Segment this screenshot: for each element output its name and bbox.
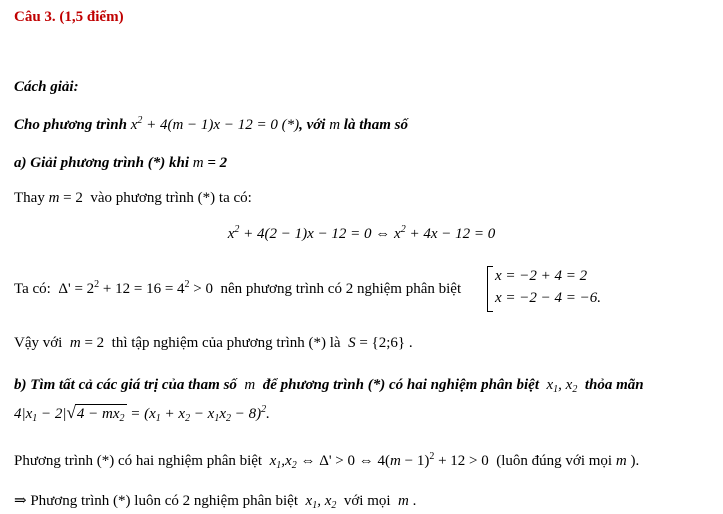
- part-a-label: a) Giải phương trình (*) khi m = 2: [14, 155, 228, 171]
- part-a-expanded-equation: $x^2 + 4(2 - 1)x - 12 = 0$ ⇔ $x^2 + 4x - 12 = 0$: [227, 224, 496, 242]
- part-b-label: b) Tìm tất cả các giá trị của tham số m để phương trình (*) có hai nghiệm phân biệt $x_1$, $x_2$ thỏa mãn: [14, 377, 644, 395]
- part-a-conclusion: Vậy với m = 2 thì tập nghiệm của phương trình (*) là S = {2;6} .: [14, 335, 413, 351]
- part-b-step1: Phương trình (*) có hai nghiệm phân biệt $x_1,x_2$ ⇔ Δ' > 0 ⇔ $4(m - 1)^2 + 12 > 0$ (luôn đúng với mọi m ).: [14, 451, 640, 471]
- question-heading: Câu 3. (1,5 điểm): [14, 9, 124, 25]
- given-prefix: Cho phương trình: [14, 117, 127, 133]
- method-label: Cách giải:: [14, 79, 79, 95]
- part-a-discriminant: Ta có: $\Delta' = 2^2 + 12 = 16 = 4^2 > 0$ nên phương trình có 2 nghiệm phân biệt: [14, 279, 462, 297]
- part-b-step2: ⇒ Phương trình (*) luôn có 2 nghiệm phân biệt $x_1$, $x_2$ với mọi m .: [14, 493, 417, 511]
- part-b-condition: $4|x_1 - 2|√4 - mx_2 = (x_1 + x_2 - x_1x_2 - 8)^2$.: [14, 403, 270, 424]
- root-2: x = −2 − 4 = −6.: [495, 290, 602, 306]
- given-suffix: , với m là tham số: [299, 117, 408, 133]
- system-bracket: [487, 266, 493, 312]
- given-statement: [14, 116, 408, 134]
- root-1: x = −2 + 4 = 2: [495, 268, 588, 284]
- given-equation: $x^2 + 4(m - 1)x - 12 = 0$ (*): [130, 115, 300, 133]
- part-a-substitute: Thay m = 2 vào phương trình (*) ta có:: [14, 190, 252, 206]
